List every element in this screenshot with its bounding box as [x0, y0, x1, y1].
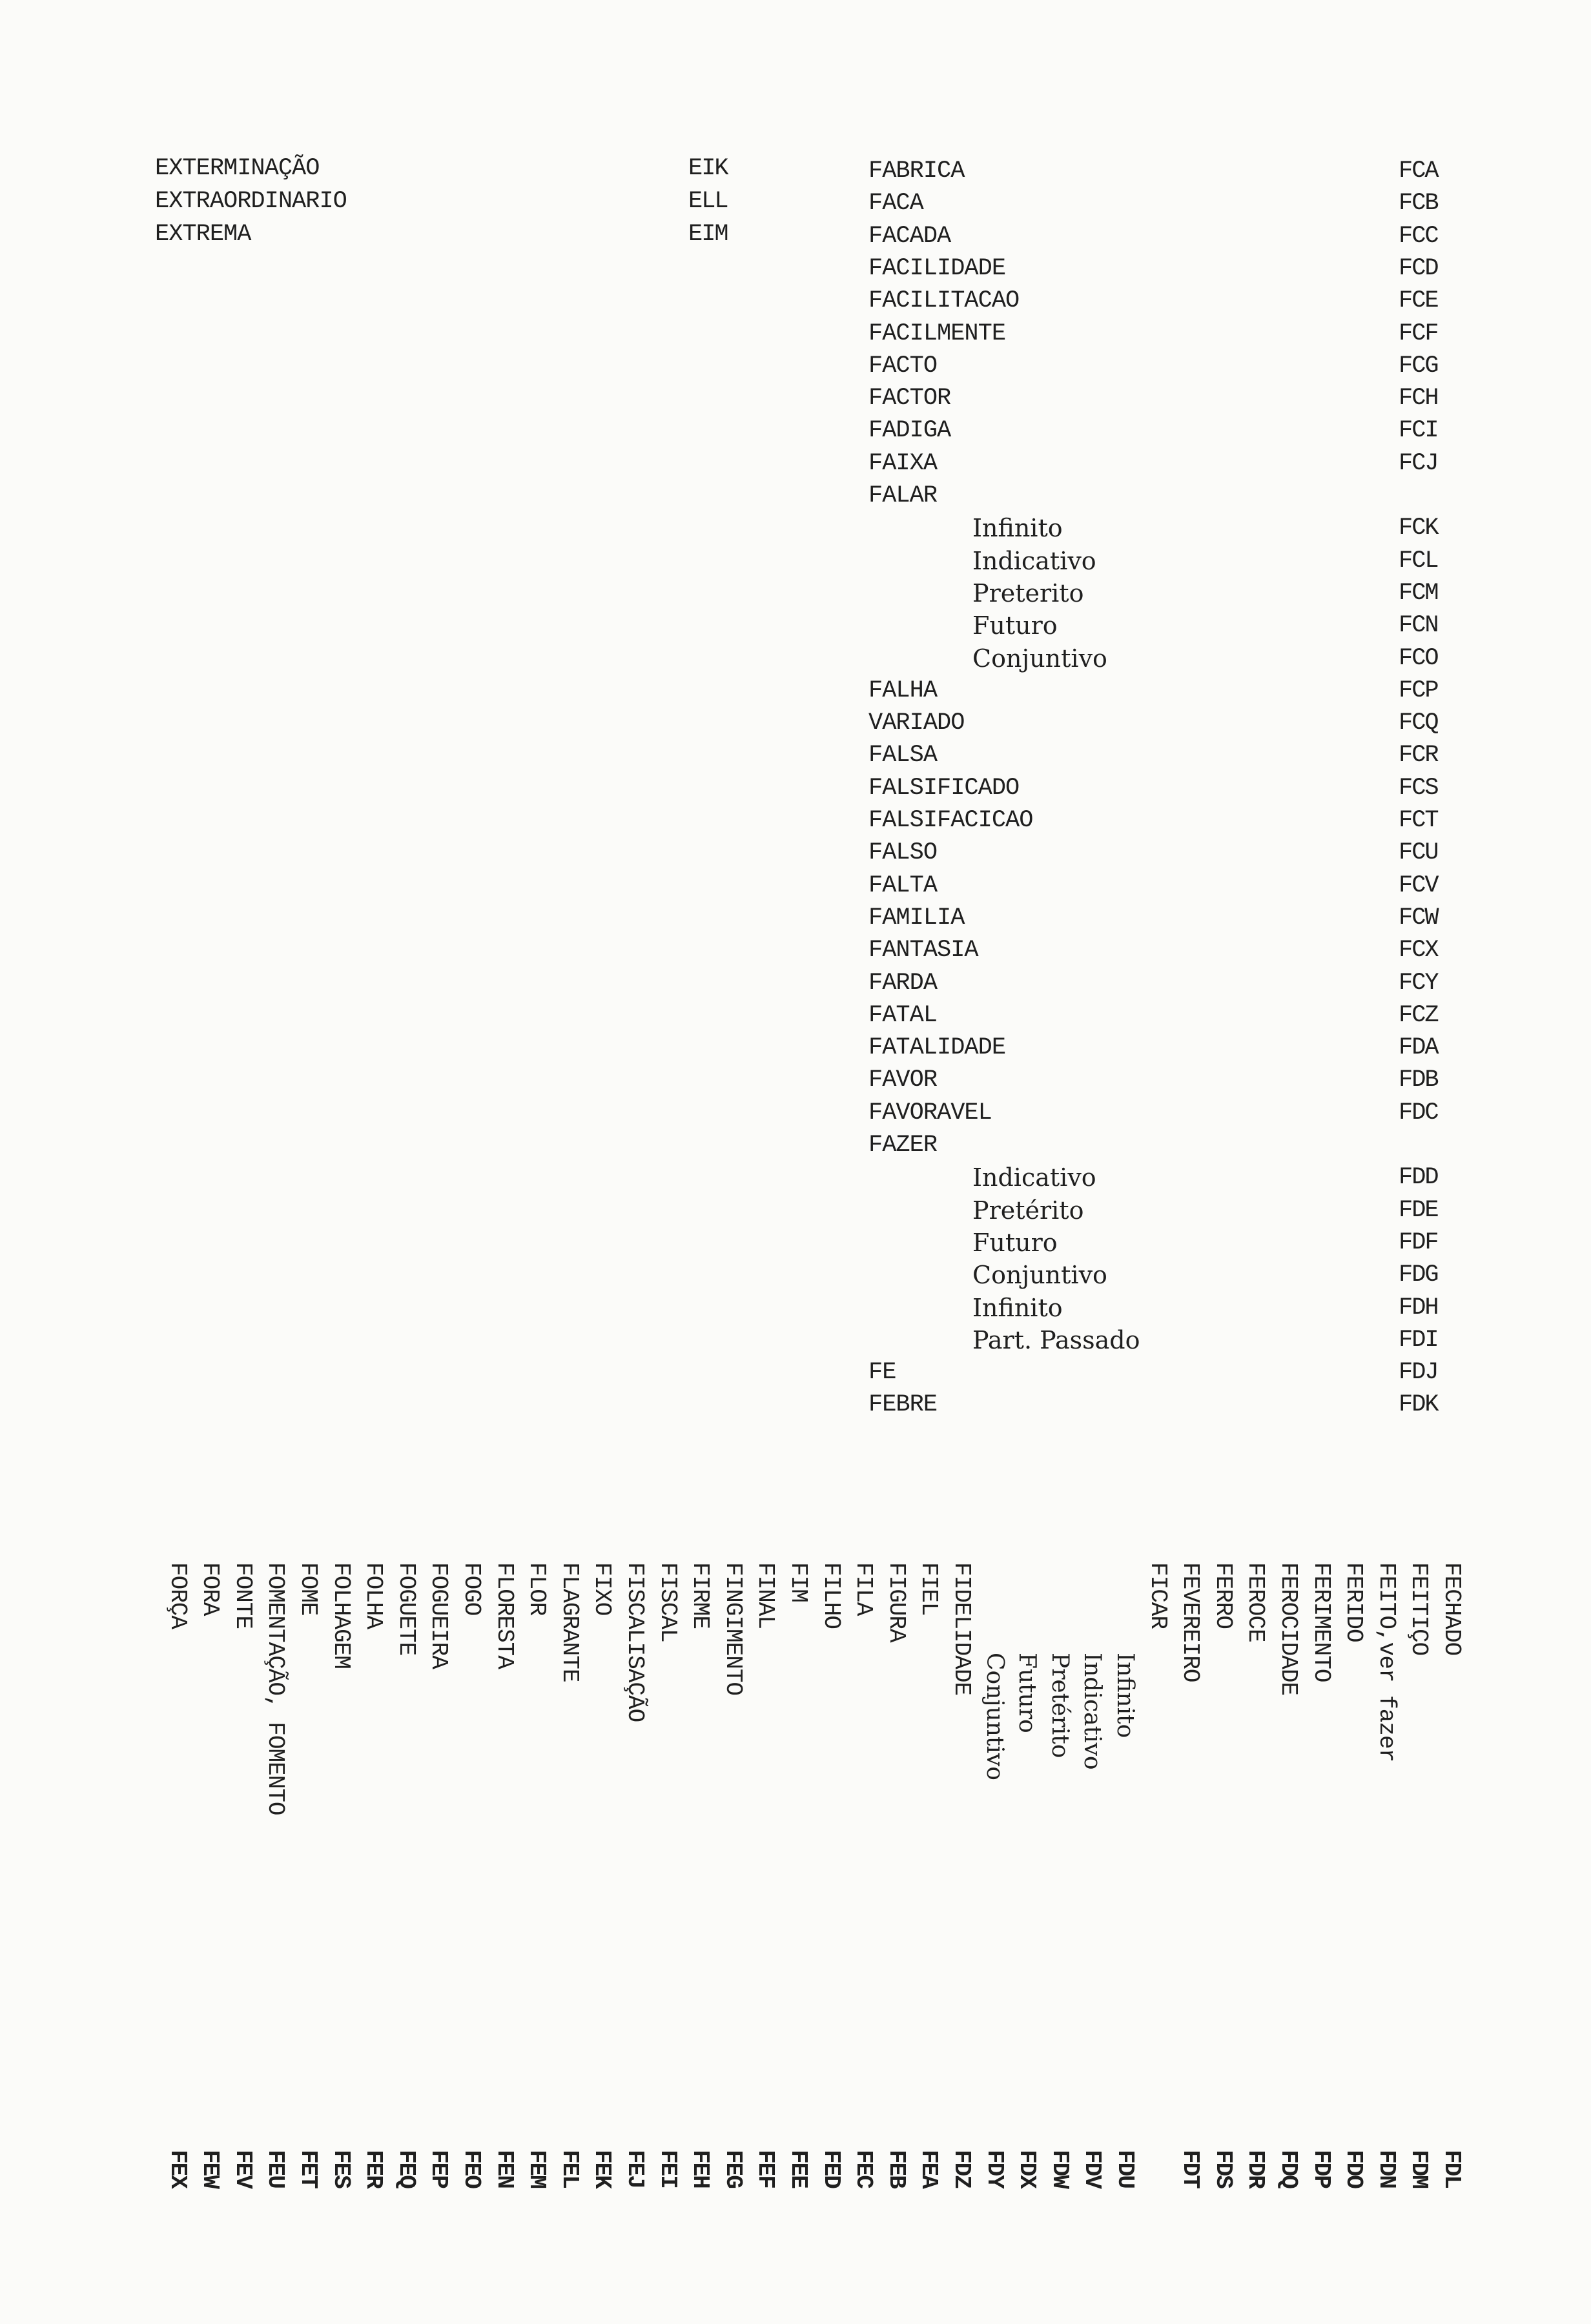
- word-entry: FACILITACAO: [868, 287, 1020, 314]
- word-entry: FALSIFACICAO: [868, 807, 1033, 834]
- code-entry: FDU: [1112, 2150, 1138, 2188]
- code-entry: FCS: [1399, 775, 1438, 802]
- word-entry: FACA: [868, 190, 923, 217]
- code-entry: FDP: [1308, 2150, 1335, 2188]
- word-entry: FAMILIA: [868, 904, 965, 932]
- code-entry: FCY: [1399, 970, 1438, 997]
- word-entry: FEVEREIRO: [1177, 1562, 1204, 1682]
- word-entry: FONTE: [230, 1562, 256, 1629]
- word-entry: FIGURA: [883, 1562, 910, 1642]
- code-entry: FDV: [1079, 2150, 1105, 2188]
- word-entry: FACILMENTE: [868, 320, 1006, 347]
- code-entry: FCQ: [1399, 709, 1438, 737]
- code-entry: FCL: [1399, 547, 1438, 575]
- code-entry: FDK: [1399, 1391, 1438, 1418]
- code-entry: FCN: [1399, 612, 1438, 639]
- word-entry: FORA: [197, 1562, 223, 1616]
- word-entry: FINAL: [752, 1562, 779, 1629]
- code-entry: FCC: [1399, 223, 1438, 250]
- code-entry: FCD: [1399, 255, 1438, 282]
- word-entry: FOGO: [458, 1562, 485, 1616]
- code-entry: FEO: [458, 2150, 485, 2188]
- code-entry: FDS: [1210, 2150, 1237, 2188]
- word-entry: FEROCE: [1242, 1562, 1269, 1642]
- word-entry: FECHADO: [1439, 1562, 1465, 1656]
- word-entry: FALSIFICADO: [868, 775, 1020, 802]
- word-entry: FISCAL: [655, 1562, 681, 1642]
- code-entry: FDC: [1399, 1099, 1438, 1126]
- code-entry: FEM: [524, 2150, 550, 2188]
- code-entry: FDR: [1242, 2150, 1269, 2188]
- word-entry: FARDA: [868, 970, 938, 997]
- code-entry: FEW: [197, 2150, 223, 2188]
- code-entry: FCF: [1399, 320, 1438, 347]
- word-entry: FILA: [850, 1562, 877, 1616]
- code-entry: FCG: [1399, 352, 1438, 380]
- word-entry: FICAR: [1145, 1562, 1171, 1629]
- code-entry: FEG: [720, 2150, 746, 2188]
- code-entry: FEI: [655, 2150, 681, 2188]
- word-entry: FEITO,ver fazer: [1373, 1562, 1400, 1762]
- word-entry: FLAGRANTE: [557, 1562, 583, 1682]
- word-entry: FLORESTA: [491, 1562, 518, 1669]
- code-entry: EIM: [688, 221, 728, 248]
- word-entry: EXTRAORDINARIO: [155, 188, 347, 215]
- word-entry: FACTOR: [868, 385, 951, 412]
- word-entry: FERIMENTO: [1308, 1562, 1335, 1682]
- code-entry: FCR: [1399, 742, 1438, 769]
- word-entry: FEBRE: [868, 1391, 938, 1418]
- word-entry: FIM: [785, 1562, 812, 1602]
- subentry-word: Part. Passado: [972, 1326, 1140, 1354]
- code-entry: FDO: [1340, 2150, 1367, 2188]
- word-entry: FOME: [295, 1562, 322, 1616]
- code-entry: FEC: [850, 2150, 877, 2188]
- word-entry: FATAL: [868, 1002, 938, 1029]
- code-entry: FCT: [1399, 807, 1438, 834]
- word-entry: FLOR: [524, 1562, 550, 1616]
- code-entry: FEH: [687, 2150, 713, 2188]
- subentry-word: Futuro: [972, 1228, 1058, 1257]
- code-entry: FDJ: [1399, 1359, 1438, 1386]
- word-entry: FIXO: [589, 1562, 615, 1616]
- code-entry: FCE: [1399, 287, 1438, 314]
- code-entry: FDW: [1047, 2150, 1073, 2188]
- word-entry: FANTASIA: [868, 937, 978, 964]
- code-entry: FDG: [1399, 1261, 1438, 1289]
- code-entry: FET: [295, 2150, 322, 2188]
- code-entry: FDH: [1399, 1294, 1438, 1321]
- code-entry: FEF: [752, 2150, 779, 2188]
- code-entry: FCW: [1399, 904, 1438, 932]
- word-entry: FISCALISAÇÃO: [622, 1562, 648, 1722]
- subentry-word: Pretérito: [972, 1196, 1084, 1225]
- word-entry: FACADA: [868, 223, 951, 250]
- subentry-word: Futuro: [1014, 1653, 1040, 1733]
- code-entry: FES: [328, 2150, 354, 2188]
- code-entry: FCP: [1399, 677, 1438, 704]
- code-entry: FEL: [557, 2150, 583, 2188]
- word-entry: FACILIDADE: [868, 255, 1006, 282]
- word-entry: EXTERMINAÇÃO: [155, 155, 320, 182]
- code-entry: FER: [360, 2150, 387, 2188]
- code-entry: FEA: [916, 2150, 942, 2188]
- code-entry: FEJ: [622, 2150, 648, 2188]
- code-entry: FCJ: [1399, 450, 1438, 477]
- code-entry: FDF: [1399, 1229, 1438, 1256]
- word-entry: FILHO: [818, 1562, 845, 1629]
- subentry-word: Futuro: [972, 611, 1058, 640]
- word-entry: FALHA: [868, 677, 938, 704]
- code-entry: FCB: [1399, 190, 1438, 217]
- code-entry: FDY: [981, 2150, 1008, 2188]
- word-entry: FOGUETE: [393, 1562, 420, 1656]
- code-entry: FCU: [1399, 839, 1438, 866]
- subentry-word: Preterito: [972, 579, 1084, 607]
- code-entry: FDE: [1399, 1197, 1438, 1224]
- subentry-word: Indicativo: [972, 1163, 1096, 1192]
- code-entry: FDL: [1439, 2150, 1465, 2188]
- word-entry: FALTA: [868, 872, 938, 899]
- word-entry: EXTREMA: [155, 221, 251, 248]
- word-entry: FOLHAGEM: [328, 1562, 354, 1669]
- code-entry: FCI: [1399, 417, 1438, 444]
- code-entry: FDA: [1399, 1034, 1438, 1061]
- word-entry: FE: [868, 1359, 896, 1386]
- code-entry: FEV: [230, 2150, 256, 2188]
- subentry-word: Indicativo: [972, 547, 1096, 575]
- word-entry: FORÇA: [165, 1562, 191, 1629]
- word-entry: FIRME: [687, 1562, 713, 1629]
- code-entry: FEK: [589, 2150, 615, 2188]
- code-entry: FCH: [1399, 385, 1438, 412]
- word-entry: FACTO: [868, 352, 938, 380]
- code-entry: FEX: [165, 2150, 191, 2188]
- code-entry: FDD: [1399, 1164, 1438, 1191]
- code-entry: FDN: [1373, 2150, 1400, 2188]
- code-entry: FEE: [785, 2150, 812, 2188]
- code-entry: FCA: [1399, 158, 1438, 185]
- subentry-word: Infinito: [1112, 1653, 1138, 1738]
- code-entry: FEU: [262, 2150, 289, 2188]
- word-entry: FADIGA: [868, 417, 951, 444]
- word-entry: FIEL: [916, 1562, 942, 1616]
- word-entry: FAVOR: [868, 1066, 938, 1094]
- code-entry: FCZ: [1399, 1002, 1438, 1029]
- word-entry: FAIXA: [868, 450, 938, 477]
- word-entry: FAVORAVEL: [868, 1099, 992, 1126]
- code-entry: FDM: [1406, 2150, 1432, 2188]
- code-entry: FCO: [1399, 645, 1438, 672]
- subentry-word: Indicativo: [1079, 1653, 1105, 1770]
- code-entry: FCM: [1399, 580, 1438, 607]
- subentry-word: Infinito: [972, 1294, 1063, 1322]
- code-entry: FDZ: [949, 2150, 975, 2188]
- code-entry: FDT: [1177, 2150, 1204, 2188]
- word-entry: FAZER: [868, 1132, 938, 1159]
- word-entry: FOGUEIRA: [426, 1562, 452, 1669]
- word-entry: FINGIMENTO: [720, 1562, 746, 1696]
- code-entry: FEB: [883, 2150, 910, 2188]
- code-entry: FED: [818, 2150, 845, 2188]
- code-entry: FEP: [426, 2150, 452, 2188]
- code-entry: FCV: [1399, 872, 1438, 899]
- subentry-word: Pretérito: [1047, 1653, 1073, 1758]
- subentry-word: Infinito: [972, 514, 1063, 542]
- word-entry: FEROCIDADE: [1275, 1562, 1302, 1696]
- word-entry: FALSO: [868, 839, 938, 866]
- word-entry: FALAR: [868, 482, 938, 509]
- word-entry: FERIDO: [1340, 1562, 1367, 1642]
- word-entry: FOLHA: [360, 1562, 387, 1629]
- subentry-word: Conjuntivo: [972, 1261, 1107, 1289]
- subentry-word: Conjuntivo: [972, 644, 1107, 673]
- code-entry: FCK: [1399, 515, 1438, 542]
- code-entry: EIK: [688, 155, 728, 182]
- code-entry: FDX: [1014, 2150, 1040, 2188]
- code-entry: FDQ: [1275, 2150, 1302, 2188]
- code-entry: ELL: [688, 188, 728, 215]
- word-entry: FALSA: [868, 742, 938, 769]
- code-entry: FCX: [1399, 937, 1438, 964]
- word-entry: FIDELIDADE: [949, 1562, 975, 1696]
- code-entry: FDI: [1399, 1327, 1438, 1354]
- word-entry: FABRICA: [868, 158, 965, 185]
- code-entry: FEQ: [393, 2150, 420, 2188]
- code-entry: FEN: [491, 2150, 518, 2188]
- code-entry: FDB: [1399, 1066, 1438, 1094]
- word-entry: VARIADO: [868, 709, 965, 737]
- word-entry: FEITIÇO: [1406, 1562, 1432, 1656]
- word-entry: FATALIDADE: [868, 1034, 1006, 1061]
- word-entry: FOMENTAÇÃO, FOMENTO: [262, 1562, 289, 1815]
- subentry-word: Conjuntivo: [981, 1653, 1008, 1780]
- word-entry: FERRO: [1210, 1562, 1237, 1629]
